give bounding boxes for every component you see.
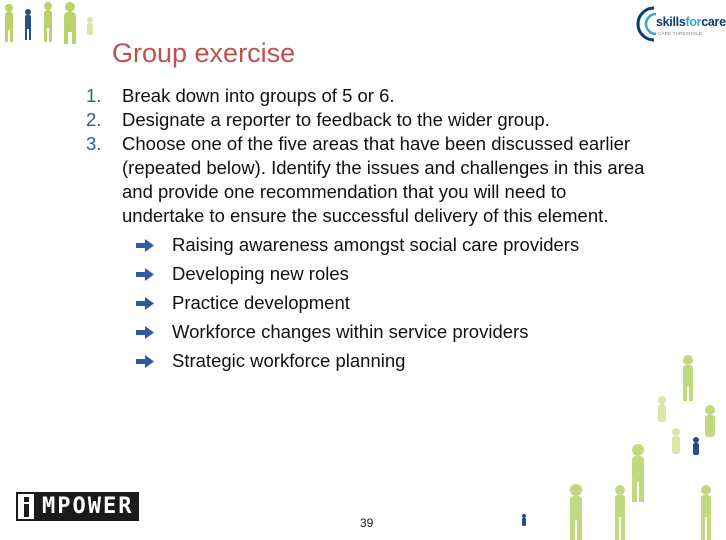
focus-area-label: Raising awareness amongst social care providers — [172, 234, 580, 255]
page-number: 39 — [360, 516, 374, 530]
impower-i-mark — [16, 492, 36, 521]
focus-area-label: Practice development — [172, 292, 350, 313]
skillsforcare-tagline: CARE THRESHOLD — [658, 31, 703, 36]
arrow-right-icon — [136, 239, 154, 252]
people-illustration-bottom-right — [520, 340, 720, 540]
step-item — [86, 108, 646, 132]
arrow-right-icon — [136, 355, 154, 368]
skillsforcare-logo — [636, 4, 726, 44]
people-illustration-top-left — [0, 0, 100, 46]
arrow-right-icon — [136, 268, 154, 281]
impower-logo — [16, 492, 139, 521]
step-number: 3. — [86, 133, 102, 154]
focus-area-item — [122, 288, 646, 317]
step-text: Break down into groups of 5 or 6. — [122, 85, 395, 106]
step-item — [86, 132, 646, 375]
skillsforcare-wordmark: skillsforcare — [656, 15, 726, 29]
step-item — [86, 84, 646, 108]
arrow-right-icon — [136, 297, 154, 310]
focus-area-item — [122, 259, 646, 288]
slide-title: Group exercise — [112, 38, 296, 69]
step-text: Designate a reporter to feedback to the wider group. — [122, 109, 550, 130]
step-text: Choose one of the five areas that have been discussed earlier (repeated below). Identify the issues and challenges in this area and provide one recommendation that you will need to undertake to ensure the successful delivery of this element. — [122, 133, 645, 226]
exercise-steps — [86, 84, 646, 375]
arrow-right-icon — [136, 326, 154, 339]
focus-area-item — [122, 230, 646, 259]
focus-area-label: Strategic workforce planning — [172, 350, 406, 371]
step-number: 2. — [86, 109, 102, 130]
focus-area-label: Developing new roles — [172, 263, 349, 284]
step-number: 1. — [86, 85, 102, 106]
impower-wordmark: MPOWER — [36, 492, 139, 521]
focus-area-label: Workforce changes within service providers — [172, 321, 529, 342]
